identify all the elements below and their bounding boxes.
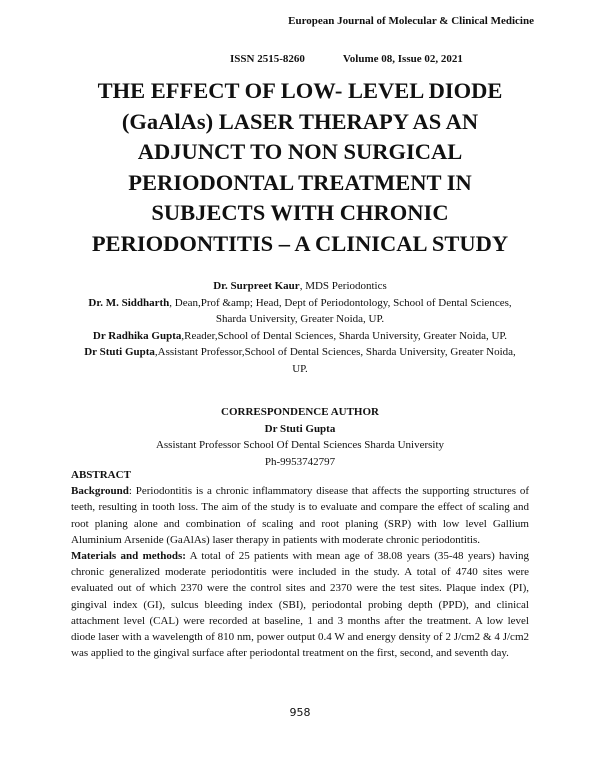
methods-label: Materials and methods: bbox=[71, 550, 186, 563]
author-entry bbox=[80, 278, 520, 295]
author-name: Dr. Surpreet Kaur bbox=[213, 280, 300, 292]
volume-issue: Volume 08, Issue 02, 2021 bbox=[342, 53, 463, 65]
background-label: Background bbox=[71, 485, 129, 498]
correspondence-heading: CORRESPONDENCE AUTHOR bbox=[221, 406, 379, 418]
page-number: 958 bbox=[289, 706, 311, 719]
author-entry bbox=[80, 344, 520, 377]
issn-volume-line bbox=[230, 53, 463, 65]
issn: ISSN 2515-8260 bbox=[230, 53, 305, 65]
correspondence-name: Dr Stuti Gupta bbox=[264, 422, 336, 435]
title-line: THE EFFECT OF LOW- LEVEL DIODE bbox=[97, 78, 503, 103]
author-name: Dr. M. Siddharth bbox=[88, 296, 170, 309]
title-line: PERIODONTITIS – A CLINICAL STUDY bbox=[91, 230, 509, 256]
author-affiliation: ,Reader,School of Dental Sciences, Sharda University, Greater Noida, UP. bbox=[181, 329, 508, 342]
correspondence-phone: Ph-9953742797 bbox=[264, 455, 336, 468]
correspondence-affiliation: Assistant Professor School Of Dental Sciences Sharda University bbox=[155, 439, 445, 451]
abstract-background bbox=[71, 483, 529, 548]
abstract-methods bbox=[71, 548, 529, 661]
author-entry bbox=[80, 328, 520, 345]
title-line: PERIODONTAL TREATMENT IN bbox=[128, 169, 472, 195]
abstract-section bbox=[71, 467, 529, 661]
methods-text: A total of 25 patients with mean age of 38.08 years (35-48 years) having chronic generalized moderate periodontitis were included in the study. A total of 4740 sites were evaluated out of which 2370 were the control sites and 2370 were the test sites. Plaque index (PI), gingival index (GI), sulcus bleeding index (SBI), periodontal probing depth (PPD), and clinical attachment level (CAL) were recorded at baseline, 1 and 3 months after the treatment. A low level diode laser with a wavelength of 810 nm, power output 0.4 W and energy density of 2 J/cm2 & 4 J/cm2 was applied to the gingival surface after periodontal treatment on the first, second, and seventh day. bbox=[71, 550, 529, 660]
author-list bbox=[80, 278, 520, 377]
journal-name: European Journal of Molecular & Clinical Medicine bbox=[288, 15, 534, 27]
background-text: : Periodontitis is a chronic inflammatory disease that affects the supporting structures of teeth, resulting in tooth loss. The aim of the study is to evaluate and compare the effect of scaling and root planing alone and combination of scaling and root planing (SRP) with low level Gallium Aluminium Arsenide (GaAlAs) laser therapy in patients with moderate chronic periodontitis. bbox=[71, 485, 529, 546]
correspondence-block bbox=[80, 404, 520, 470]
author-affiliation: , MDS Periodontics bbox=[299, 280, 387, 292]
author-entry bbox=[80, 295, 520, 328]
title-line: SUBJECTS WITH CHRONIC bbox=[151, 200, 449, 225]
abstract-heading: ABSTRACT bbox=[71, 469, 131, 481]
paper-title bbox=[70, 76, 530, 259]
author-name: Dr Radhika Gupta bbox=[92, 329, 182, 342]
author-affiliation: , Dean,Prof &amp; Head, Dept of Periodontology, School of Dental Sciences, Sharda University, Greater Noida, UP. bbox=[169, 296, 512, 325]
title-line: (GaAlAs) LASER THERAPY AS AN bbox=[121, 108, 479, 134]
author-name: Dr Stuti Gupta bbox=[84, 346, 155, 358]
title-line: ADJUNCT TO NON SURGICAL bbox=[137, 139, 463, 164]
author-affiliation: ,Assistant Professor,School of Dental Sciences, Sharda University, Greater Noida, UP. bbox=[154, 346, 516, 375]
